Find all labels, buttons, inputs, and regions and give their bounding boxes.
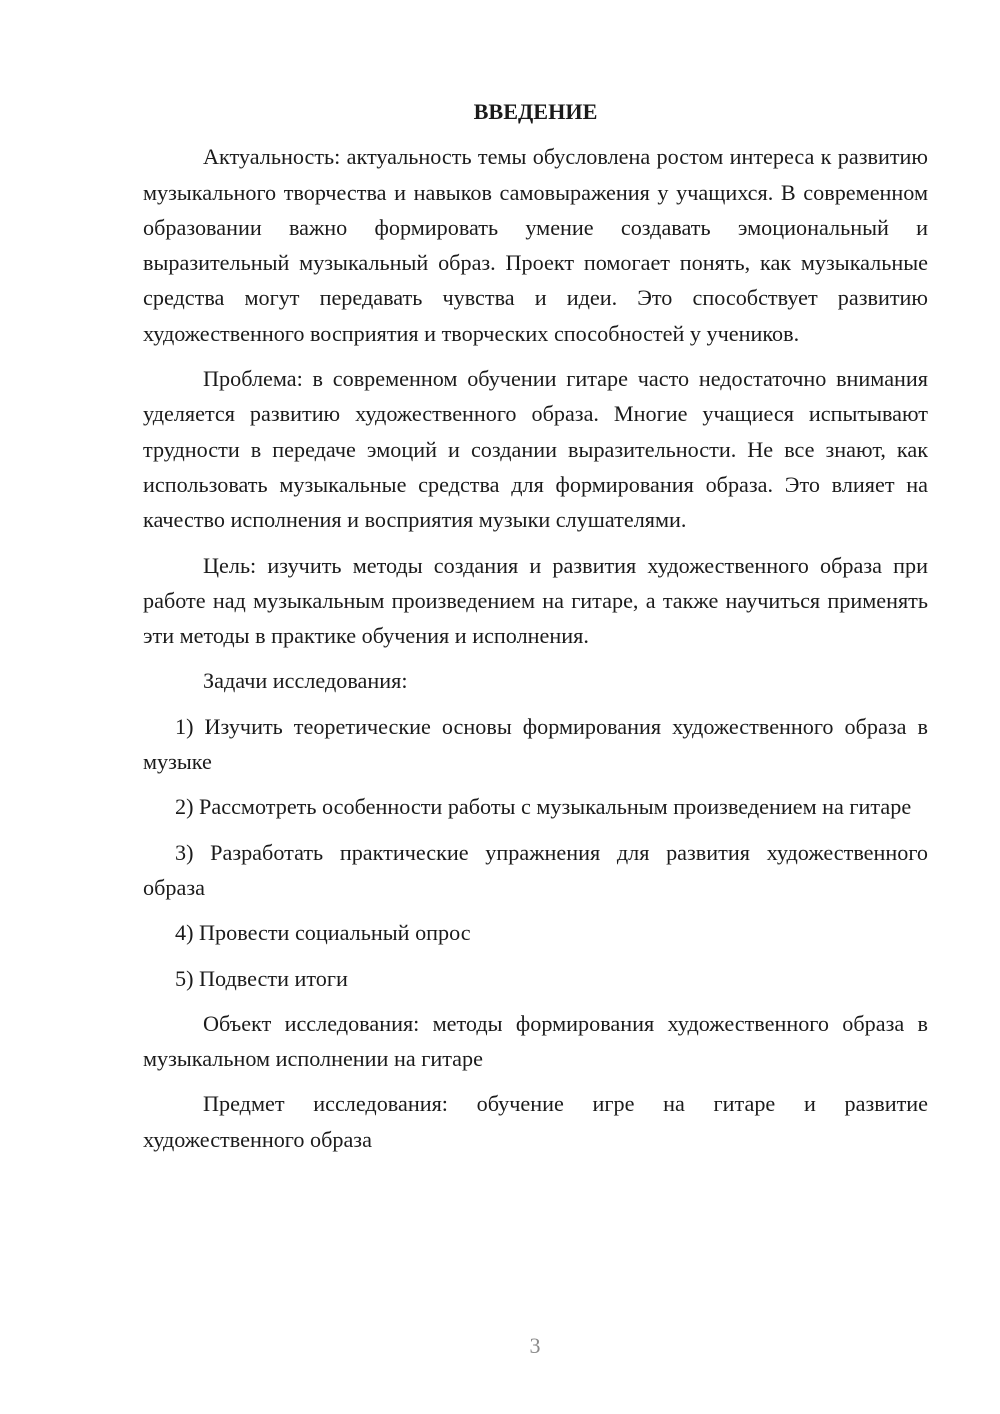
goal-paragraph: Цель: изучить методы создания и развития художественного образа при работе над музыкальным произведением на гитаре, а также научиться применять эти методы в практике обучения и исполнения. — [143, 552, 928, 649]
task-item-5: 5) Подвести итоги — [175, 965, 348, 991]
document-page — [143, 94, 928, 1167]
research-object-paragraph: Объект исследования: методы формирования художественного образа в музыкальном исполнении на гитаре — [143, 1010, 928, 1072]
task-item-2: 2) Рассмотреть особенности работы с музыкальным произведением на гитаре — [175, 794, 912, 820]
page-number: 3 — [529, 1333, 541, 1358]
relevance-paragraph: Актуальность: актуальность темы обусловлена ростом интереса к развитию музыкального творчества и навыков самовыражения у учащихся. В современном образовании важно формировать умение создавать эмоциональный и выразительный музыкальный образ. Проект помогает понять, как музыкальные средства могут передавать чувства и идеи. Это способствует развитию художественного восприятия и творческих способностей у учеников. — [143, 144, 928, 346]
tasks-heading: Задачи исследования: — [203, 668, 408, 694]
task-item-1: 1) Изучить теоретические основы формирования художественного образа в музыке — [143, 713, 928, 775]
task-item-3: 3) Разработать практические упражнения для развития художественного образа — [143, 839, 928, 900]
page-title: ВВЕДЕНИЕ — [473, 99, 598, 124]
problem-paragraph: Проблема: в современном обучении гитаре часто недостаточно внимания уделяется развитию художественного образа. Многие учащиеся испытывают трудности в передаче эмоций и создании выразительности. Не все знают, как использовать музыкальные средства для формирования образа. Это влияет на качество исполнения и восприятия музыки слушателями. — [143, 366, 928, 533]
research-subject-paragraph: Предмет исследования: обучение игре на гитаре и развитие художественного образа — [143, 1091, 928, 1152]
task-item-4: 4) Провести социальный опрос — [175, 920, 471, 946]
